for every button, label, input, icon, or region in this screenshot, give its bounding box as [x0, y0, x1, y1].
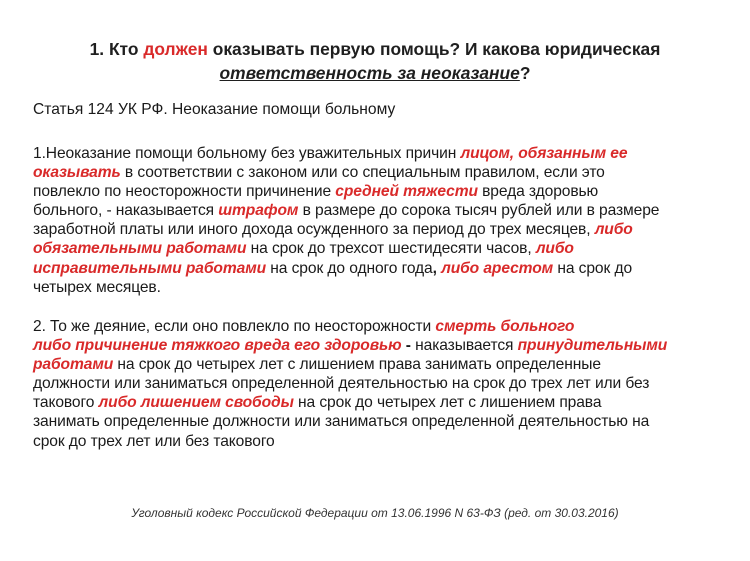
text-segment: 1.Неоказание помощи больному без уважительных причин — [33, 145, 461, 162]
text-segment: такового — [33, 394, 99, 412]
text-segment: повлекло по неосторожности причинение — [33, 183, 336, 201]
text-segment: заработной платы или иного дохода осужденного за период до трех месяцев, — [33, 221, 595, 239]
highlighted-text: либо арестом — [441, 259, 554, 277]
p1-line — [33, 239, 733, 258]
highlighted-text: принудительными — [517, 337, 668, 355]
text-segment: на срок до четырех лет с лишением права — [293, 394, 602, 412]
p1-line — [33, 182, 733, 201]
p2-line — [33, 432, 733, 451]
p1-line — [33, 144, 733, 163]
highlighted-text: обязательными работами — [33, 240, 247, 258]
p2-line — [33, 317, 733, 336]
text-segment: вреда здоровью — [477, 183, 599, 201]
p2-line — [33, 393, 733, 412]
highlighted-text: оказывать — [33, 164, 121, 182]
text-segment: - — [401, 337, 411, 355]
slide-title — [40, 37, 710, 85]
p1-line — [33, 278, 733, 297]
text-segment: на срок до четырех лет с лишением права занимать определенные — [113, 356, 601, 374]
p2-line — [33, 412, 733, 431]
p1-line — [33, 220, 733, 239]
highlighted-text: штрафом — [218, 202, 299, 220]
p1-line — [33, 201, 733, 220]
paragraph-1 — [33, 144, 733, 297]
highlighted-text: исправительными работами — [33, 259, 267, 277]
title-number: 1. Кто — [89, 39, 144, 59]
text-segment: больного, - наказывается — [33, 202, 219, 220]
text-segment: должности или заниматься определенной деятельностью на срок до трех лет или без — [33, 375, 650, 393]
p1-line — [33, 163, 733, 182]
highlighted-text: либо лишением свободы — [98, 394, 294, 412]
text-segment: в размере до сорока тысяч рублей или в размере — [298, 202, 660, 220]
highlighted-text: средней тяжести — [335, 183, 478, 201]
paragraph-2 — [33, 317, 733, 451]
text-segment: срок до трех лет или без такового — [33, 432, 275, 450]
highlighted-text: работами — [33, 356, 114, 374]
text-segment: , — [432, 259, 437, 277]
highlighted-text: либо — [594, 221, 633, 239]
p1-line — [33, 259, 733, 278]
title-underlined-text: ответственность за неоказание — [219, 63, 520, 83]
text-segment: наказывается — [410, 337, 518, 355]
text-segment: на срок до — [553, 259, 633, 277]
text-segment: на срок до одного года — [266, 259, 433, 277]
title-text: оказывать первую помощь? И какова юридическая — [207, 39, 661, 59]
highlighted-text: либо — [535, 240, 574, 258]
text-segment: четырех месяцев. — [33, 278, 161, 296]
highlighted-text: либо причинение тяжкого вреда его здоровью — [33, 337, 402, 355]
p2-line — [33, 374, 733, 393]
highlighted-text: лицом, обязанным ее — [460, 145, 628, 162]
footer-citation: Уголовный кодекс Российской Федерации от 13.06.1996 N 63-ФЗ (ред. от 30.03.2016) — [131, 506, 619, 520]
text-segment: в соответствии с законом или со специальным правилом, если это — [120, 164, 605, 182]
text-segment: 2. То же деяние, если оно повлекло по неосторожности — [33, 318, 436, 335]
text-segment: на срок до трехсот шестидесяти часов, — [246, 240, 536, 258]
p2-line — [33, 336, 733, 355]
text-segment: занимать определенные должности или заниматься определенной деятельностью на — [33, 413, 650, 431]
article-heading: Статья 124 УК РФ. Неоказание помощи больному — [33, 101, 396, 118]
title-question-mark: ? — [519, 63, 531, 83]
highlighted-text: смерть больного — [435, 318, 575, 335]
title-highlight-word: должен — [143, 39, 208, 59]
p2-line — [33, 355, 733, 374]
